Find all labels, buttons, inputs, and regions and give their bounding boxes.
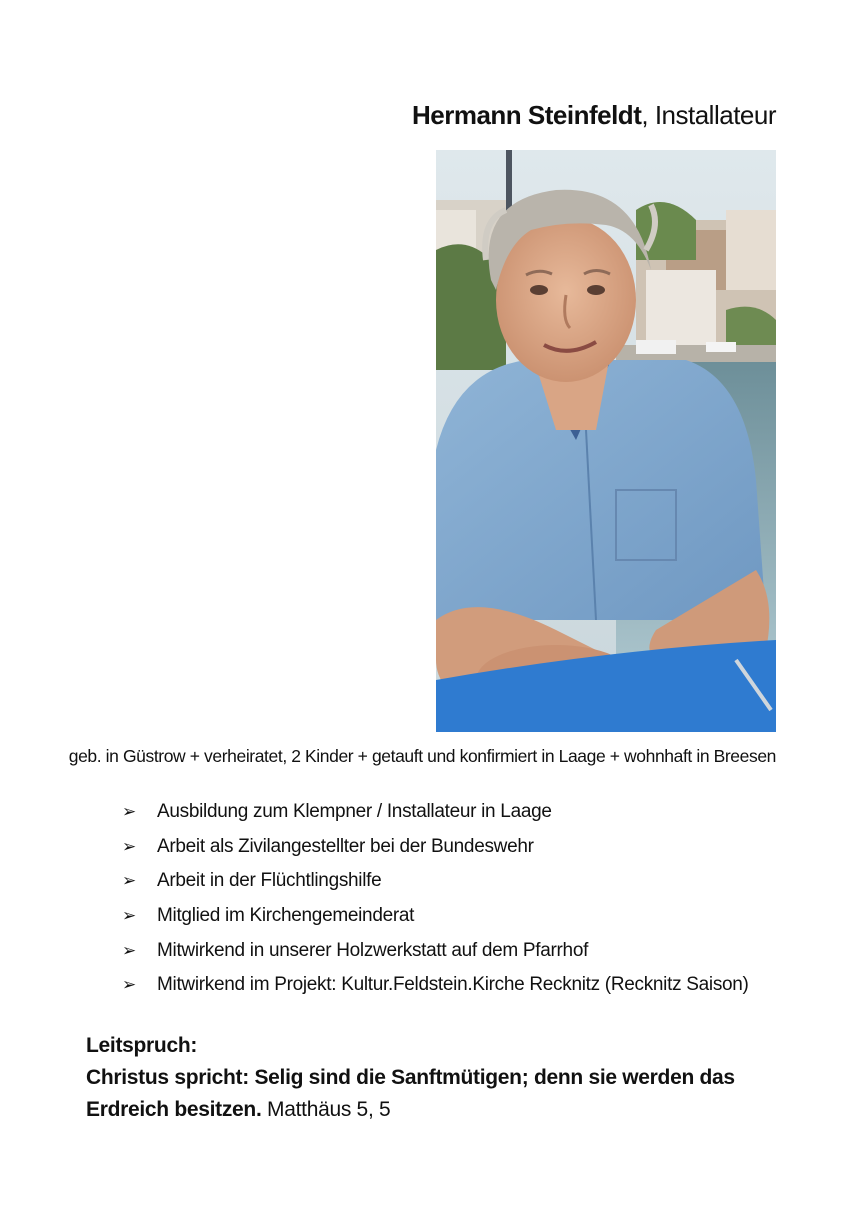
arrow-bullet-icon: ➢	[122, 906, 136, 926]
arrow-bullet-icon: ➢	[122, 871, 136, 891]
person-profession: Installateur	[654, 100, 776, 130]
list-item	[122, 899, 749, 934]
career-list	[122, 795, 749, 1003]
personal-facts: geb. in Güstrow + verheiratet, 2 Kinder + getauft und konfirmiert in Laage + wohnhaft in Breesen	[68, 746, 776, 766]
arrow-bullet-icon: ➢	[122, 975, 136, 995]
list-item	[122, 795, 749, 830]
list-item	[122, 968, 749, 1003]
page-title	[412, 100, 776, 131]
arrow-bullet-icon: ➢	[122, 940, 136, 960]
arrow-bullet-icon: ➢	[122, 802, 136, 822]
motto-reference: Matthäus 5, 5	[267, 1098, 391, 1121]
motto-label: Leitspruch:	[86, 1034, 198, 1057]
list-item-text: Mitglied im Kirchengemeinderat	[157, 905, 415, 927]
list-item-text: Mitwirkend in unserer Holzwerkstatt auf dem Pfarrhof	[157, 939, 589, 961]
title-separator: ,	[641, 100, 655, 130]
list-item	[122, 933, 749, 968]
portrait-photo	[436, 150, 776, 732]
list-item	[122, 864, 749, 899]
list-item-text: Arbeit als Zivilangestellter bei der Bundeswehr	[157, 835, 534, 857]
list-item	[122, 830, 749, 865]
motto-quote: Christus spricht: Selig sind die Sanftmütigen; denn sie werden das Erdreich besitzen.	[86, 1066, 735, 1121]
list-item-text: Arbeit in der Flüchtlingshilfe	[157, 870, 382, 892]
list-item-text: Ausbildung zum Klempner / Installateur in Laage	[157, 801, 552, 823]
motto-section	[86, 1030, 786, 1126]
person-name: Hermann Steinfeldt	[411, 100, 642, 130]
arrow-bullet-icon: ➢	[122, 836, 136, 856]
list-item-text: Mitwirkend im Projekt: Kultur.Feldstein.Kirche Recknitz (Recknitz Saison)	[157, 974, 749, 996]
portrait-illustration	[436, 150, 776, 732]
